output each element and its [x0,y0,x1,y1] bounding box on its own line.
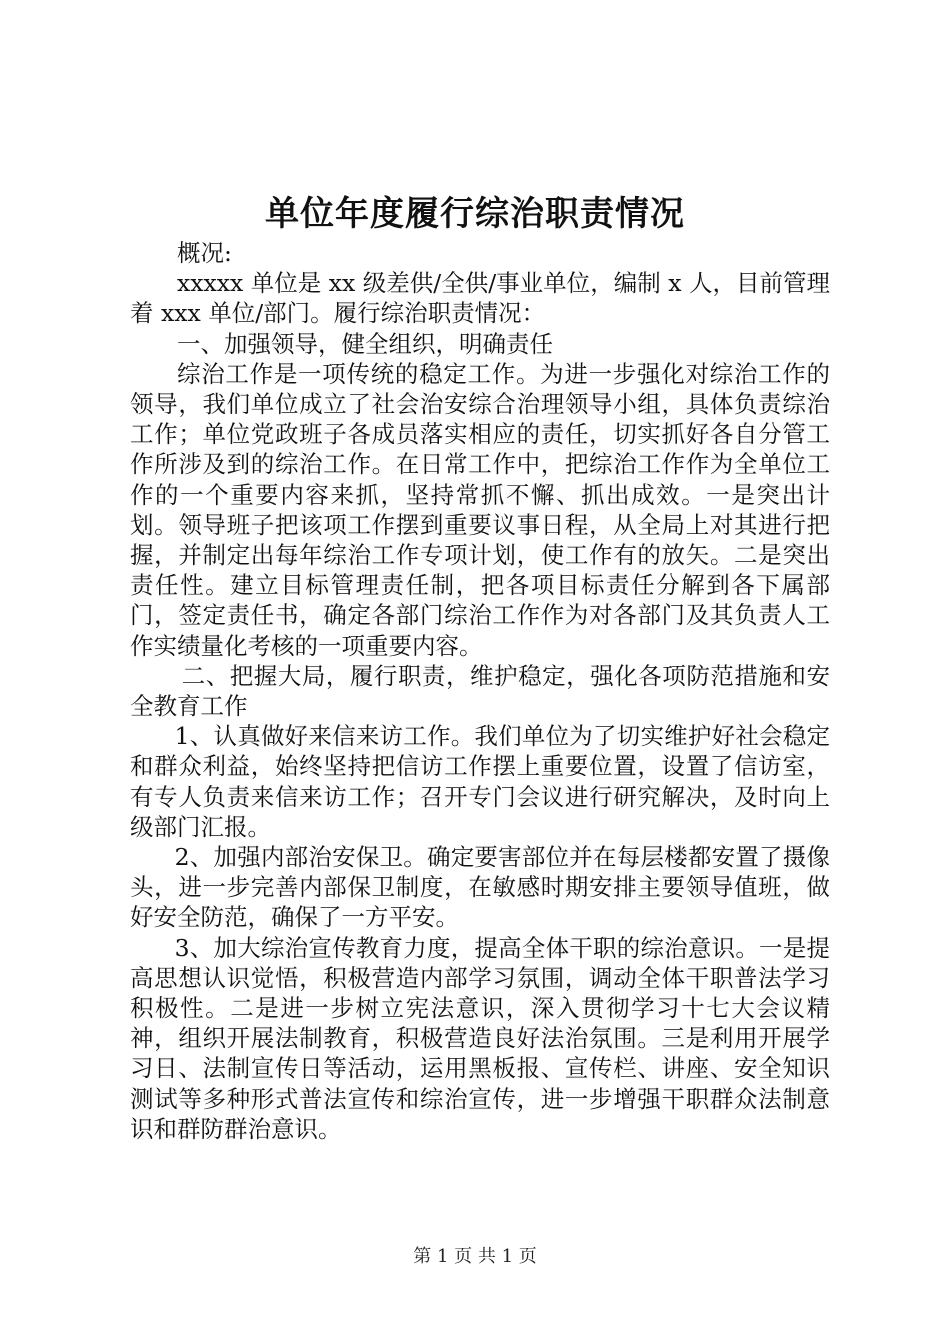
document-body [130,238,830,1144]
page-footer: 第 1 页 共 1 页 [413,1246,537,1267]
section-1-paragraph: 综治工作是一项传统的稳定工作。为进一步强化对综治工作的领导，我们单位成立了社会治安综合治理领导小组，具体负责综治工作；单位党政班子各成员落实相应的责任，切实抓好各自分管工作所涉及到的综治工作。在日常工作中，把综治工作作为全单位工作的一个重要内容来抓，坚持常抓不懈、抓出成效。一是突出计划。领导班子把该项工作摆到重要议事日程，从全局上对其进行把握，并制定出每年综治工作专项计划，使工作有的放矢。二是突出责任性。建立目标管理责任制，把各项目标责任分解到各下属部门，签定责任书，确定各部门综治工作作为对各部门及其负责人工作实绩量化考核的一项重要内容。 [130,359,830,660]
section-heading-1: 一、加强领导，健全组织，明确责任 [177,329,553,358]
item-2-paragraph: 2、加强内部治安保卫。确定要害部位并在每层楼都安置了摄像头，进一步完善内部保卫制度，在敏感时期安排主要领导值班，做好安全防范，确保了一方平安。 [130,843,830,932]
item-1-paragraph: 1、认真做好来信来访工作。我们单位为了切实维护好社会稳定和群众利益，始终坚持把信访工作摆上重要位置，设置了信访室，有专人负责来信来访工作；召开专门会议进行研究解决，及时向上级部门汇报。 [130,722,830,841]
overview-paragraph: xxxxx 单位是 xx 级差供/全供/事业单位，编制 x 人，目前管理着 xxx 单位/部门。履行综治职责情况： [130,269,830,328]
overview-label: 概况: [177,239,232,267]
section-heading-2: 二、把握大局，履行职责，维护稳定，强化各项防范措施和安全教育工作 [130,661,830,721]
item-3-paragraph: 3、加大综治宣传教育力度，提高全体干职的综治意识。一是提高思想认识觉悟，积极营造内部学习氛围，调动全体干职普法学习积极性。二是进一步树立宪法意识，深入贯彻学习十七大会议精神，组织开展法制教育，积极营造良好法治氛围。三是利用开展学习日、法制宣传日等活动，运用黑板报、宣传栏、讲座、安全知识测试等多种形式普法宣传和综治宣传，进一步增强干职群众法制意识和群防群治意识。 [130,933,830,1143]
document-title: 单位年度履行综治职责情况 [265,194,685,234]
